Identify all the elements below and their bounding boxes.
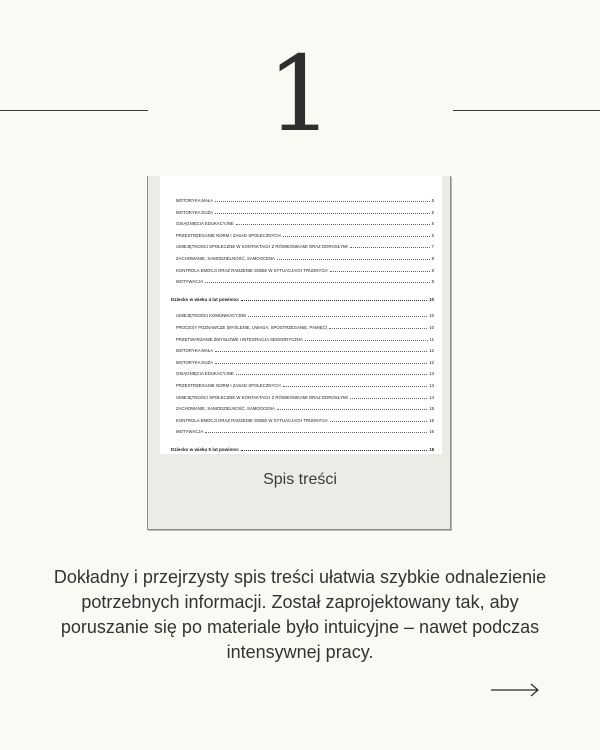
toc-entry <box>176 307 434 318</box>
toc-leader-dots <box>215 362 427 364</box>
toc-entry-title: UMIEJĘTNOŚCI SPOŁECZNE W KONTAKTACH Z RÓWIEŚNIKAMI ORAZ DOROSŁYMI <box>176 244 348 250</box>
toc-page-number: 14 <box>429 394 434 400</box>
toc-entry <box>176 377 434 388</box>
toc-leader-dots <box>350 397 427 399</box>
toc-entry <box>176 412 434 423</box>
toc-entry-title: MOTYWACJA <box>176 429 204 435</box>
toc-page-number: 12 <box>429 348 434 354</box>
toc-leader-dots <box>248 315 427 317</box>
arrow-right-icon[interactable] <box>490 680 540 700</box>
toc-page-number: 11 <box>429 336 434 342</box>
toc-leader-dots <box>205 431 427 433</box>
toc-leader-dots <box>329 327 427 329</box>
toc-entry <box>176 192 434 203</box>
toc-page-number: 10 <box>429 324 434 330</box>
toc-page-number: 13 <box>429 371 434 377</box>
toc-entry-title: MOTYWACJA <box>176 279 204 285</box>
toc-entry-title: PRZESTRZEGANIE NORM I ZASAD SPOŁECZNYCH <box>176 382 281 388</box>
toc-leader-dots <box>277 408 427 410</box>
toc-entry-title: Dziecko w wieku 4 lat powinno: <box>171 296 240 302</box>
toc-entry <box>176 204 434 215</box>
toc-entry <box>176 250 434 261</box>
toc-document-preview <box>160 176 442 454</box>
toc-leader-dots <box>330 270 430 272</box>
toc-entry <box>176 389 434 400</box>
toc-entry-title: ZACHOWANIE, SAMODZIELNOŚĆ, SAMOOCENA <box>176 406 275 412</box>
toc-entry-title: KONTROLA EMOCJI ORAZ RADZENIE SOBIE W SYTUACJACH TRUDNYCH <box>176 417 328 423</box>
toc-leader-dots <box>283 235 430 237</box>
toc-leader-dots <box>215 212 430 214</box>
divider-right <box>453 110 600 111</box>
toc-entry <box>176 227 434 238</box>
toc-leader-dots <box>241 449 427 451</box>
toc-leader-dots <box>330 420 428 422</box>
toc-leader-dots <box>241 299 427 301</box>
toc-page-number: 7 <box>431 244 434 250</box>
toc-section-heading <box>171 291 434 302</box>
toc-page-number: 10 <box>429 313 434 319</box>
toc-entry <box>176 331 434 342</box>
toc-entry-title: MOTORYKA MAŁA <box>176 198 214 203</box>
toc-page-number: 8 <box>431 267 434 273</box>
toc-entry <box>176 342 434 353</box>
toc-page-number: 18 <box>429 446 434 452</box>
toc-entry <box>176 273 434 284</box>
card-caption: Spis treści <box>263 471 337 488</box>
toc-page-number: 16 <box>429 429 434 435</box>
toc-page-number: 6 <box>431 232 434 238</box>
toc-entry <box>176 354 434 365</box>
toc-entry <box>176 215 434 226</box>
toc-preview-card <box>147 176 451 530</box>
toc-entry <box>176 238 434 249</box>
toc-entry-title: UMIEJĘTNOŚCI KOMUNIKACYJNE <box>176 313 247 319</box>
toc-entry <box>176 365 434 376</box>
toc-entry-title: MOTORYKA DUŻA <box>176 209 214 215</box>
toc-entry-title: MOTORYKA MAŁA <box>176 348 214 354</box>
toc-entry <box>176 400 434 411</box>
toc-entry-title: UMIEJĘTNOŚCI SPOŁECZNE W KONTAKTACH Z RÓWIEŚNIKAMI ORAZ DOROSŁYMI <box>176 394 348 400</box>
toc-page-number: 13 <box>429 382 434 388</box>
toc-leader-dots <box>305 339 428 341</box>
toc-page-number: 6 <box>431 221 434 227</box>
toc-page-number: 8 <box>431 256 434 261</box>
slide-number: 1 <box>266 33 334 155</box>
toc-entry <box>176 262 434 273</box>
toc-leader-dots <box>215 200 430 202</box>
toc-page-number: 12 <box>429 359 434 365</box>
toc-entry-title: KONTROLA EMOCJI ORAZ RADZENIE SOBIE W SYTUACJACH TRUDNYCH <box>176 267 328 273</box>
toc-page-number: 15 <box>429 406 434 412</box>
toc-entry <box>176 423 434 434</box>
toc-section-heading <box>171 441 434 452</box>
toc-leader-dots <box>236 373 427 375</box>
slide-description: Dokładny i przejrzysty spis treści ułatwia szybkie odnalezienie potrzebnych informacji. Został zaprojektowany tak, aby poruszanie się po materiale było intuicyjne – nawet podczas intensywnej pracy. <box>53 567 547 662</box>
toc-leader-dots <box>215 350 427 352</box>
toc-entry-title: PROCESY POZNAWCZE (MYŚLENIE, UWAGA, SPOSTRZEGANIE, PAMIĘĆ) <box>176 324 328 330</box>
toc-entry-title: OSIĄGNIĘCIA EDUKACYJNE <box>176 221 234 227</box>
toc-leader-dots <box>350 246 430 248</box>
toc-entry-title: OSIĄGNIĘCIA EDUKACYJNE <box>176 371 234 377</box>
toc-leader-dots <box>205 281 429 283</box>
toc-page-number: 10 <box>429 296 434 302</box>
toc-entry-title: PRZESTRZEGANIE NORM I ZASAD SPOŁECZNYCH <box>176 232 281 238</box>
toc-page-number: 5 <box>431 198 434 203</box>
toc-page-number: 9 <box>431 279 434 285</box>
toc-page-number: 5 <box>431 209 434 215</box>
toc-page-number: 15 <box>429 417 434 423</box>
toc-entry-title: PRZETWARZANIE ZMYSŁOWE I INTEGRACJA SENSORYCZNA <box>176 336 303 342</box>
toc-entry-title: MOTORYKA DUŻA <box>176 359 214 365</box>
toc-entry <box>176 319 434 330</box>
toc-entry-title: ZACHOWANIE, SAMODZIELNOŚĆ, SAMOOCENA <box>176 256 275 261</box>
toc-leader-dots <box>236 223 430 225</box>
toc-entry-title: Dziecko w wieku 5 lat powinno: <box>171 446 240 452</box>
toc-leader-dots <box>277 258 430 260</box>
toc-leader-dots <box>283 385 428 387</box>
